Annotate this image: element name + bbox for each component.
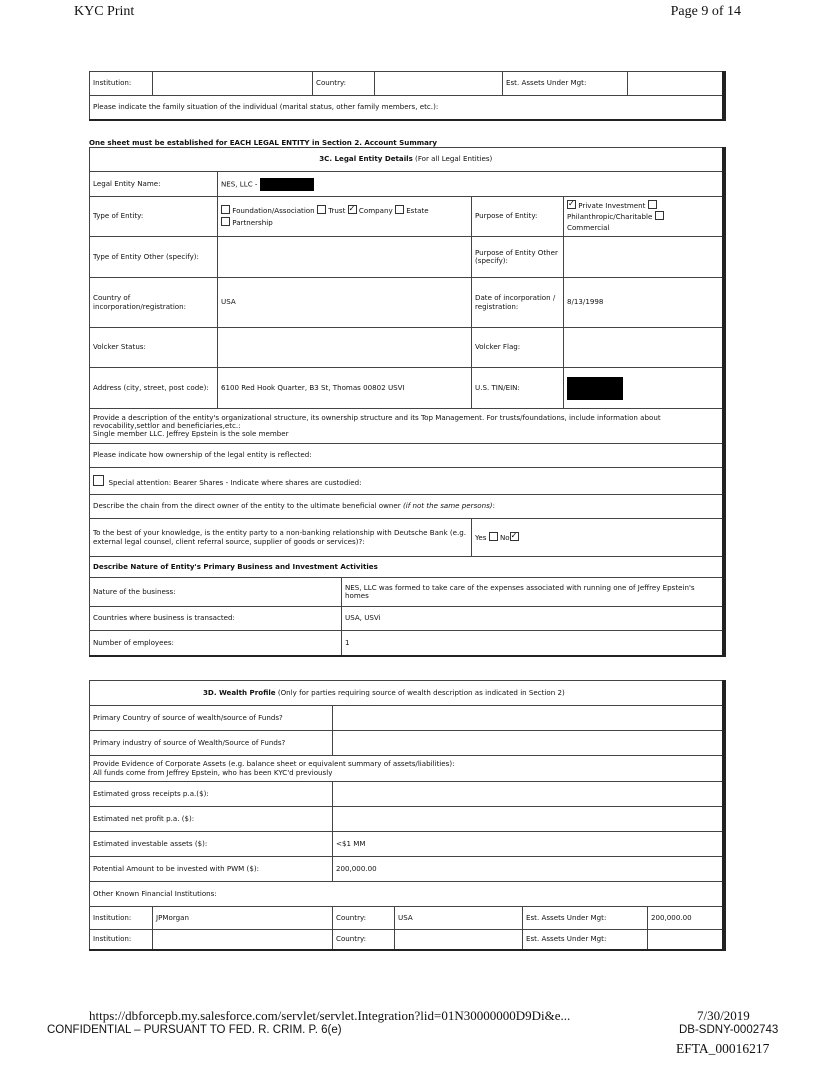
country-label: Country: — [333, 907, 395, 930]
net-profit-label: Estimated net profit p.a. ($): — [90, 807, 333, 832]
entity-name-label: Legal Entity Name: — [90, 172, 218, 197]
company-checkbox[interactable] — [348, 205, 357, 214]
bearer-shares-row — [90, 468, 724, 495]
confidential-notice: CONFIDENTIAL – PURSUANT TO FED. R. CRIM. P. 6(e) — [47, 1024, 342, 1036]
yes-checkbox[interactable] — [489, 532, 498, 541]
structure-description — [90, 409, 724, 444]
non-banking-relationship-prompt: To the best of your knowledge, is the entity party to a non-banking relationship with Deutsche Bank (e.g. external legal counsel, client referral source, supplier of goods or services)?: — [90, 519, 472, 557]
efta-number: EFTA_00016217 — [676, 1041, 770, 1056]
redaction-bar — [260, 178, 314, 191]
employees-label: Number of employees: — [90, 631, 342, 656]
corporate-assets-evidence — [90, 756, 724, 782]
tin-redaction-bar — [567, 377, 623, 400]
potential-amount-value[interactable]: 200,000.00 — [333, 857, 724, 882]
entity-purpose-options: ✓ Private Investment Philanthropic/Charitable Commercial — [564, 197, 724, 237]
section-note: One sheet must be established for EACH LEGAL ENTITY in Section 2. Account Summary — [89, 138, 438, 147]
ownership-chain-row: Describe the chain from the direct owner of the entity to the ultimate beneficial owner (if not the same persons): — [90, 495, 724, 519]
estate-checkbox[interactable] — [395, 205, 404, 214]
institution-label: Institution: — [90, 930, 153, 950]
volcker-status-label: Volcker Status: — [90, 328, 218, 368]
institution-label: Institution: — [90, 907, 153, 930]
footer-date: 7/30/2019 — [697, 1008, 750, 1023]
top-institution-table — [89, 71, 726, 121]
foundation-checkbox[interactable] — [221, 205, 230, 214]
structure-value[interactable]: Single member LLC. Jeffrey Epstein is the sole member — [93, 429, 289, 439]
institution-value[interactable] — [153, 72, 313, 96]
primary-industry-label: Primary industry of source of Wealth/Source of Funds? — [90, 731, 333, 756]
structure-prompt: Provide a description of the entity's organizational structure, its ownership structure and its Top Management. For trusts/foundations, include information about revocability,settlor and beneficiaries,etc.: — [93, 412, 661, 430]
print-header-title: KYC Print — [74, 4, 135, 19]
commercial-checkbox[interactable] — [655, 211, 664, 220]
volcker-flag-value[interactable] — [564, 328, 724, 368]
volcker-status-value[interactable] — [218, 328, 472, 368]
tin-label: U.S. TIN/EIN: — [472, 368, 564, 409]
evidence-value[interactable]: All funds come from Jeffrey Epstein, who has been KYC'd previously — [93, 767, 333, 777]
address-label: Address (city, street, post code): — [90, 368, 218, 409]
footer-url: https://dbforcepb.my.salesforce.com/servlet/servlet.Integration?lid=01N30000000D9Di&e... — [89, 1008, 571, 1023]
countries-value[interactable]: USA, USVi — [342, 607, 724, 631]
assets-label: Est. Assets Under Mgt: — [523, 907, 648, 930]
institution-value[interactable] — [153, 930, 333, 950]
entity-name-field[interactable] — [218, 172, 724, 197]
purpose-other-label: Purpose of Entity Other (specify): — [472, 237, 564, 278]
legal-entity-section-title: 3C. Legal Entity Details (For all Legal Entities) — [90, 148, 724, 172]
nature-heading: Describe Nature of Entity's Primary Business and Investment Activities — [90, 557, 724, 578]
gross-receipts-value[interactable] — [333, 782, 724, 807]
philanthropic-checkbox[interactable] — [648, 200, 657, 209]
relationship-answer: Yes No✓ — [472, 519, 724, 557]
bearer-shares-prompt: Special attention: Bearer Shares - Indicate where shares are custodied: — [108, 477, 362, 487]
primary-industry-value[interactable] — [333, 731, 724, 756]
entity-type-options: Foundation/Association Trust ✓ Company Estate Partnership — [218, 197, 472, 237]
investable-assets-value[interactable]: <$1 MM — [333, 832, 724, 857]
country-label: Country: — [313, 72, 375, 96]
institution-label: Institution: — [90, 72, 153, 96]
investable-assets-label: Estimated investable assets ($): — [90, 832, 333, 857]
assets-label: Est. Assets Under Mgt: — [503, 72, 628, 96]
legal-entity-table — [89, 147, 726, 657]
assets-value[interactable]: 200,000.00 — [648, 907, 724, 930]
trust-checkbox[interactable] — [317, 205, 326, 214]
countries-label: Countries where business is transacted: — [90, 607, 342, 631]
no-checkbox[interactable] — [510, 532, 519, 541]
tin-field[interactable] — [564, 368, 724, 409]
address-value[interactable]: 6100 Red Hook Quarter, B3 St, Thomas 00802 USVI — [218, 368, 472, 409]
potential-amount-label: Potential Amount to be invested with PWM ($): — [90, 857, 333, 882]
entity-purpose-label: Purpose of Entity: — [472, 197, 564, 237]
assets-value[interactable] — [628, 72, 724, 96]
incorporation-date-label: Date of incorporation / registration: — [472, 278, 564, 328]
incorporation-date-value[interactable]: 8/13/1998 — [564, 278, 724, 328]
wealth-profile-table — [89, 680, 726, 951]
type-other-value[interactable] — [218, 237, 472, 278]
page-number: Page 9 of 14 — [670, 4, 741, 19]
private-investment-checkbox[interactable] — [567, 200, 576, 209]
net-profit-value[interactable] — [333, 807, 724, 832]
entity-name-value: NES, LLC - — [221, 179, 258, 188]
country-value[interactable] — [395, 930, 523, 950]
entity-type-label: Type of Entity: — [90, 197, 218, 237]
family-situation-prompt: Please indicate the family situation of the individual (marital status, other family members, etc.): — [90, 96, 724, 120]
country-label: Country: — [333, 930, 395, 950]
type-other-label: Type of Entity Other (specify): — [90, 237, 218, 278]
assets-label: Est. Assets Under Mgt: — [523, 930, 648, 950]
assets-value[interactable] — [648, 930, 724, 950]
gross-receipts-label: Estimated gross receipts p.a.($): — [90, 782, 333, 807]
evidence-prompt: Provide Evidence of Corporate Assets (e.g. balance sheet or equivalent summary of assets/liabilities): — [93, 759, 455, 769]
incorporation-country-value[interactable]: USA — [218, 278, 472, 328]
primary-country-label: Primary Country of source of wealth/source of Funds? — [90, 706, 333, 731]
wealth-profile-section-title: 3D. Wealth Profile (Only for parties requiring source of wealth description as indicated in Section 2) — [90, 681, 724, 706]
bates-number: DB-SDNY-0002743 — [679, 1024, 779, 1036]
bearer-shares-checkbox[interactable] — [93, 475, 104, 486]
incorporation-country-label: Country of incorporation/registration: — [90, 278, 218, 328]
institution-value[interactable]: JPMorgan — [153, 907, 333, 930]
partnership-checkbox[interactable] — [221, 217, 230, 226]
other-institutions-label: Other Known Financial Institutions: — [90, 882, 724, 907]
country-value[interactable] — [375, 72, 503, 96]
ownership-prompt: Please indicate how ownership of the legal entity is reflected: — [90, 444, 724, 468]
business-nature-value[interactable]: NES, LLC was formed to take care of the expenses associated with running one of Jeffrey Epstein's homes — [342, 578, 724, 607]
primary-country-value[interactable] — [333, 706, 724, 731]
employees-value[interactable]: 1 — [342, 631, 724, 656]
purpose-other-value[interactable] — [564, 237, 724, 278]
business-nature-label: Nature of the business: — [90, 578, 342, 607]
volcker-flag-label: Volcker Flag: — [472, 328, 564, 368]
country-value[interactable]: USA — [395, 907, 523, 930]
